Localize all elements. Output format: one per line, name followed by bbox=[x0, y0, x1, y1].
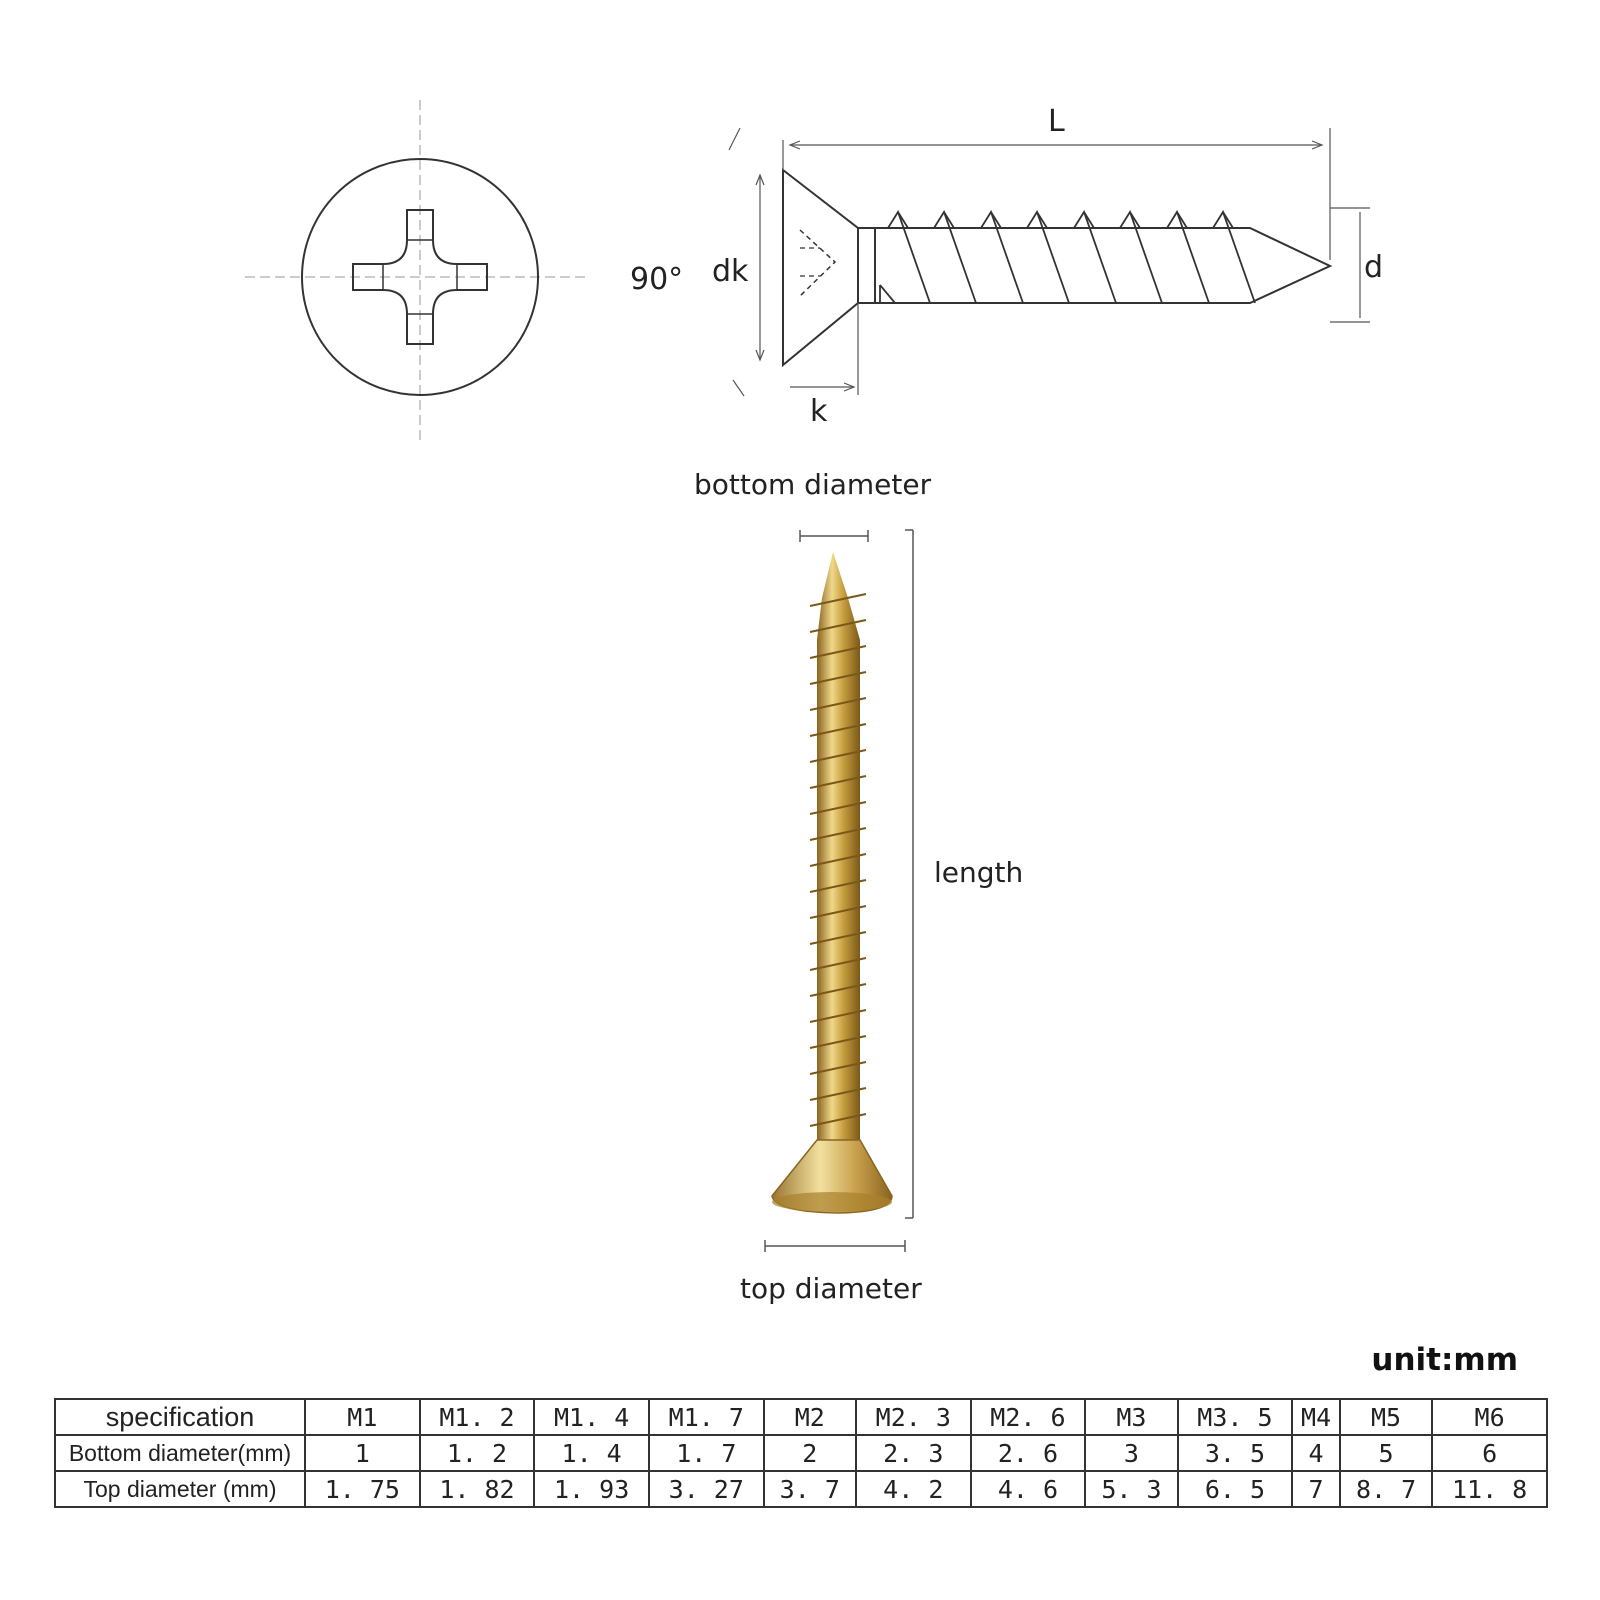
table-cell: 1. 7 bbox=[649, 1435, 764, 1471]
table-cell: M3. 5 bbox=[1178, 1399, 1293, 1435]
side-view-dimensions bbox=[729, 128, 1370, 396]
table-cell: M2. 6 bbox=[971, 1399, 1086, 1435]
table-row bbox=[55, 1399, 1547, 1435]
screw-head-top-view bbox=[245, 100, 590, 445]
table-cell: M6 bbox=[1432, 1399, 1547, 1435]
angle-label: 90° bbox=[630, 262, 684, 297]
table-cell: 3. 7 bbox=[764, 1471, 856, 1507]
specification-table bbox=[54, 1398, 1548, 1508]
bottom-diameter-label: bottom diameter bbox=[694, 468, 932, 501]
table-cell: 7 bbox=[1292, 1471, 1340, 1507]
table-cell: M2. 3 bbox=[856, 1399, 971, 1435]
table-cell: 1 bbox=[305, 1435, 420, 1471]
unit-label: unit:mm bbox=[1371, 1342, 1518, 1378]
table-cell: 3 bbox=[1085, 1435, 1177, 1471]
table-cell: M5 bbox=[1340, 1399, 1432, 1435]
top-diameter-label: top diameter bbox=[740, 1272, 922, 1305]
table-cell: 11. 8 bbox=[1432, 1471, 1547, 1507]
table-row bbox=[55, 1435, 1547, 1471]
table-cell: 5. 3 bbox=[1085, 1471, 1177, 1507]
table-cell: 5 bbox=[1340, 1435, 1432, 1471]
screw-photo-illustration bbox=[772, 552, 892, 1213]
table-cell: 6 bbox=[1432, 1435, 1547, 1471]
table-cell: 2 bbox=[764, 1435, 856, 1471]
table-cell: 4. 6 bbox=[971, 1471, 1086, 1507]
dk-label: dk bbox=[712, 254, 749, 289]
table-cell: 1. 2 bbox=[420, 1435, 535, 1471]
row-header: Top diameter (mm) bbox=[55, 1471, 305, 1507]
table-cell: 4. 2 bbox=[856, 1471, 971, 1507]
k-label: k bbox=[810, 394, 828, 429]
table-cell: 2. 3 bbox=[856, 1435, 971, 1471]
row-header: specification bbox=[55, 1399, 305, 1435]
table-cell: 3. 5 bbox=[1178, 1435, 1293, 1471]
table-cell: M3 bbox=[1085, 1399, 1177, 1435]
table-cell: M1. 7 bbox=[649, 1399, 764, 1435]
screw-side-view bbox=[783, 170, 1330, 365]
table-cell: M1. 4 bbox=[534, 1399, 649, 1435]
table-cell: 8. 7 bbox=[1340, 1471, 1432, 1507]
table-cell: 6. 5 bbox=[1178, 1471, 1293, 1507]
row-header: Bottom diameter(mm) bbox=[55, 1435, 305, 1471]
table-cell: 1. 4 bbox=[534, 1435, 649, 1471]
table-cell: 3. 27 bbox=[649, 1471, 764, 1507]
table-cell: 2. 6 bbox=[971, 1435, 1086, 1471]
d-label: d bbox=[1364, 250, 1384, 285]
table-cell: 1. 75 bbox=[305, 1471, 420, 1507]
table-row bbox=[55, 1471, 1547, 1507]
length-L-label: L bbox=[1048, 104, 1065, 139]
table-cell: 1. 82 bbox=[420, 1471, 535, 1507]
table-cell: 4 bbox=[1292, 1435, 1340, 1471]
table-cell: M1. 2 bbox=[420, 1399, 535, 1435]
table-cell: 1. 93 bbox=[534, 1471, 649, 1507]
table-cell: M2 bbox=[764, 1399, 856, 1435]
table-cell: M1 bbox=[305, 1399, 420, 1435]
length-label: length bbox=[934, 856, 1024, 889]
table-cell: M4 bbox=[1292, 1399, 1340, 1435]
